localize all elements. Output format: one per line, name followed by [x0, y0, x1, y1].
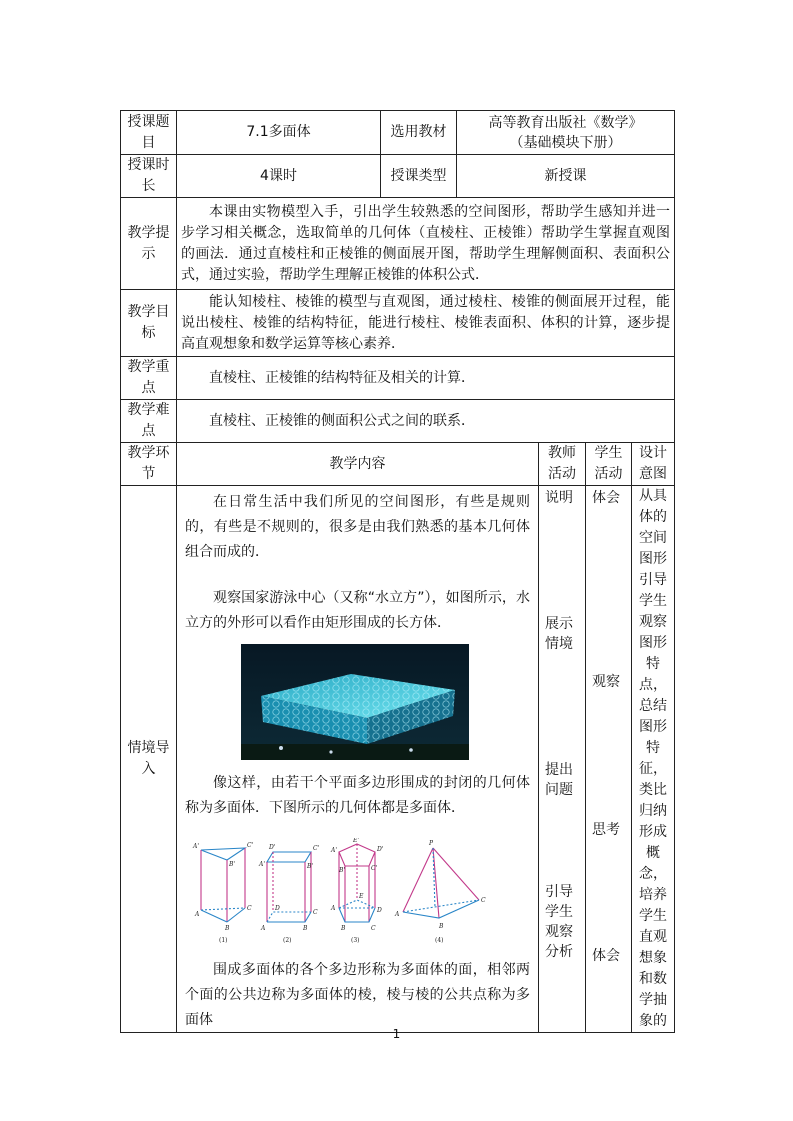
table-row: [121, 198, 675, 290]
student-activity: 思考: [592, 822, 620, 838]
svg-text:B: B: [303, 925, 308, 932]
label-cell: 教学难点: [121, 400, 177, 443]
label-cell: 教学目标: [121, 290, 177, 357]
label-cell: 授课题目: [121, 111, 177, 155]
svg-text:E: E: [359, 893, 364, 900]
teacher-activity: 展示情境: [545, 616, 573, 652]
svg-text:C: C: [371, 925, 376, 932]
svg-text:(2): (2): [283, 937, 292, 944]
label-cell: 教学提示: [121, 198, 177, 290]
table-row: [121, 111, 675, 155]
paragraph: 围成多面体的各个多边形称为多面体的面，相邻两个面的公共边称为多面体的棱，棱与棱的公共点称为多面体: [185, 962, 530, 1028]
svg-text:C': C': [313, 845, 320, 852]
label-cell: 授课时长: [121, 155, 177, 198]
paragraph: 在日常生活中我们所见的空间图形，有些是规则的，有些是不规则的，很多是由我们熟悉的基本几何体组合而成的．: [185, 494, 530, 560]
student-activity: 体会: [592, 948, 620, 964]
svg-text:A: A: [395, 911, 400, 918]
polyhedra-figure: [187, 838, 507, 948]
svg-text:A': A': [259, 861, 265, 868]
svg-text:B': B': [307, 863, 314, 870]
svg-text:A': A': [331, 847, 337, 854]
teacher-activity: 说明: [545, 490, 573, 506]
course-title: 7.1多面体: [177, 111, 381, 155]
svg-text:E': E': [353, 838, 360, 844]
teaching-focus: 直棱柱、正棱锥的结构特征及相关的计算．: [177, 357, 675, 400]
pyramid-diagram: [403, 848, 479, 918]
table-row: [121, 155, 675, 198]
svg-text:C': C': [371, 865, 378, 872]
paragraph: 观察国家游泳中心（又称“水立方”），如图所示，水立方的外形可以看作由矩形围成的长方体．: [185, 590, 530, 631]
svg-text:B: B: [439, 923, 444, 930]
svg-text:B: B: [341, 925, 346, 932]
svg-text:(1): (1): [219, 937, 228, 944]
table-row: [121, 290, 675, 357]
column-header: 教学内容: [177, 443, 539, 486]
svg-text:D: D: [275, 905, 280, 912]
svg-text:D': D': [269, 844, 276, 851]
svg-text:A: A: [331, 905, 336, 912]
svg-text:C': C': [247, 842, 254, 849]
column-header: 设计意图: [632, 443, 675, 486]
column-header: 教学环节: [121, 443, 177, 486]
svg-text:A': A': [193, 843, 199, 850]
teaching-goals: 能认知棱柱、棱锥的模型与直观图，通过棱柱、棱锥的侧面展开过程，能说出棱柱、棱锥的结构特征，能进行棱柱、棱锥表面积、体积的计算，逐步提高直观想象和数学运算等核心素养．: [177, 290, 675, 357]
teacher-activity: 引导学生观察分析: [545, 884, 573, 960]
svg-text:P: P: [429, 840, 434, 847]
svg-text:C: C: [247, 905, 252, 912]
label-cell: 选用教材: [381, 111, 457, 155]
lesson-plan-table: [120, 110, 675, 1033]
student-activity: 体会: [592, 490, 620, 506]
column-header: 学生活动: [586, 443, 632, 486]
student-activity-cell: [586, 486, 632, 1033]
svg-text:B: B: [225, 925, 230, 932]
textbook-value: 高等教育出版社《数学》 （基础模块下册）: [457, 111, 675, 155]
triangular-prism-diagram: [201, 848, 245, 922]
page-number: 1: [392, 1027, 401, 1041]
stage-cell: 情境导入: [121, 486, 177, 1033]
teaching-difficulty: 直棱柱、正棱锥的侧面积公式之间的联系．: [177, 400, 675, 443]
label-cell: 授课类型: [381, 155, 457, 198]
teacher-activity: 提出问题: [545, 762, 573, 798]
svg-text:D': D': [377, 846, 384, 853]
svg-text:A: A: [195, 911, 200, 918]
course-type-value: 新授课: [457, 155, 675, 198]
svg-text:C: C: [481, 897, 486, 904]
table-row: [121, 400, 675, 443]
water-cube-photo: [241, 644, 469, 760]
teaching-content: [177, 486, 539, 1033]
pentagonal-prism-diagram: [339, 844, 375, 922]
label-cell: 教学重点: [121, 357, 177, 400]
student-activity: 观察: [592, 674, 620, 690]
svg-text:(4): (4): [435, 937, 444, 944]
table-row: [121, 357, 675, 400]
paragraph: 像这样，由若干个平面多边形围成的封闭的几何体称为多面体．下图所示的几何体都是多面体．: [185, 775, 530, 816]
quadrilateral-prism-diagram: [267, 852, 314, 922]
column-header: 教师活动: [539, 443, 586, 486]
svg-text:D: D: [377, 907, 382, 914]
teacher-activity-cell: [539, 486, 586, 1033]
svg-text:A: A: [261, 925, 266, 932]
svg-text:C: C: [313, 909, 318, 916]
teaching-hints: 本课由实物模型入手，引出学生较熟悉的空间图形，帮助学生感知并进一步学习相关概念，选取简单的几何体（直棱柱、正棱锥）帮助学生掌握直观图的画法．通过直棱柱和正棱锥的侧面展开图，帮助学生理解侧面积、表面积公式，通过实验，帮助学生理解正棱锥的体积公式．: [177, 198, 675, 290]
svg-text:(3): (3): [351, 937, 360, 944]
duration-value: 4课时: [177, 155, 381, 198]
svg-text:B': B': [229, 861, 236, 868]
column-header-row: [121, 443, 675, 486]
design-intent-cell: 从具体的空间图形引导学生观察图形特点，总结图形特征，类比归纳形成概念，培养学生直观想象和数学抽象的: [632, 486, 675, 1033]
table-row: [121, 486, 675, 1033]
svg-text:B': B': [339, 867, 346, 874]
